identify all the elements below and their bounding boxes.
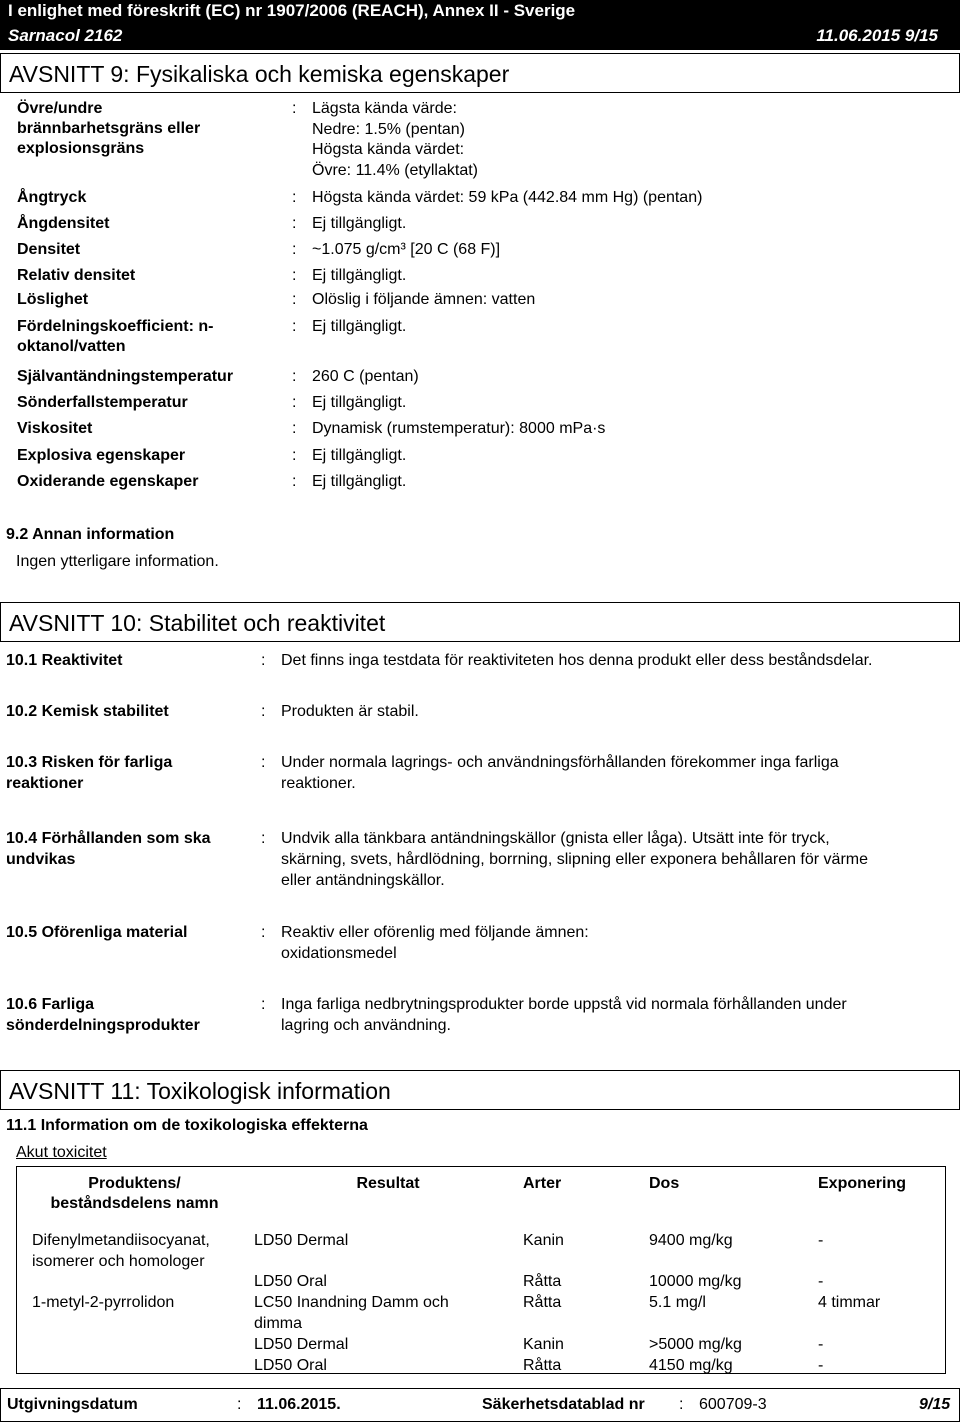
property-value: Ej tillgängligt. [312, 394, 407, 411]
footer-colon: : [237, 1396, 242, 1413]
colon: : [292, 473, 297, 490]
item-value: Reaktiv eller oförenlig med följande ämnen: [281, 924, 589, 941]
item-label: 10.5 Oförenliga material [6, 924, 188, 941]
exposure-cell: - [818, 1232, 824, 1249]
colon: : [292, 447, 297, 464]
toxicity-table [16, 1166, 946, 1376]
colon: : [292, 318, 297, 335]
item-value: lagring och användning. [281, 1017, 451, 1034]
result-cell: LC50 Inandning Damm och dimma [254, 1294, 449, 1332]
item-label: 10.2 Kemisk stabilitet [6, 703, 169, 720]
dose-cell: 10000 mg/kg [649, 1273, 742, 1290]
item-value: Produkten är stabil. [281, 703, 419, 720]
dose-cell: 5.1 mg/l [649, 1294, 706, 1311]
component-name: Difenylmetandiisocyanat, isomerer och homologer [32, 1232, 210, 1270]
colon: : [292, 267, 297, 284]
item-label: 10.3 Risken för farliga [6, 754, 173, 771]
document-footer [0, 1388, 960, 1422]
colon: : [292, 241, 297, 258]
table-row [16, 1220, 946, 1271]
item-value: oxidationsmedel [281, 945, 397, 962]
colon: : [292, 420, 297, 437]
property-value: Ej tillgängligt. [312, 447, 407, 464]
footer-sheet-number: 600709-3 [699, 1396, 767, 1413]
species-cell: Råtta [523, 1294, 562, 1311]
item-value: Det finns inga testdata för reaktiviteten hos denna produkt eller dess beståndsdelar. [281, 652, 873, 669]
item-value: Under normala lagrings- och användningsförhållanden förekommer inga farliga [281, 754, 839, 771]
colon: : [292, 291, 297, 308]
property-label: Självantändningstemperatur [17, 368, 234, 385]
item-label: 10.1 Reaktivitet [6, 652, 123, 669]
item-label: reaktioner [6, 775, 84, 792]
section-9-heading [0, 53, 960, 93]
subsection-9-2-text: Ingen ytterligare information. [16, 553, 219, 570]
property-label: Löslighet [17, 291, 89, 308]
section-11-heading [0, 1070, 960, 1110]
exposure-cell: - [818, 1273, 824, 1290]
item-label: 10.6 Farliga [6, 996, 95, 1013]
property-value: Ej tillgängligt. [312, 267, 407, 284]
component-name: 1-metyl-2-pyrrolidon [32, 1294, 175, 1311]
section-10-title: AVSNITT 10: Stabilitet och reaktivitet [9, 610, 386, 636]
property-value: Högsta kända värdet: [312, 141, 465, 158]
subsection-9-2-title: 9.2 Annan information [6, 526, 175, 543]
property-value: Dynamisk (rumstemperatur): 8000 mPa·s [312, 420, 606, 437]
property-value: 260 C (pentan) [312, 368, 419, 385]
property-label: Övre/undre [17, 100, 103, 117]
colon: : [292, 215, 297, 232]
item-value: Inga farliga nedbrytningsprodukter borde uppstå vid normala förhållanden under [281, 996, 847, 1013]
result-cell: LD50 Oral [254, 1357, 327, 1374]
property-value: Ej tillgängligt. [312, 215, 407, 232]
colon: : [292, 189, 297, 206]
species-cell: Råtta [523, 1273, 562, 1290]
property-value: Ej tillgängligt. [312, 473, 407, 490]
species-cell: Kanin [523, 1336, 564, 1353]
property-label: oktanol/vatten [17, 338, 126, 355]
colon: : [261, 652, 266, 669]
property-label: brännbarhetsgräns eller [17, 120, 201, 137]
item-value: eller antändningskällor. [281, 872, 445, 889]
colon: : [261, 996, 266, 1013]
toxicity-table-header [16, 1166, 946, 1220]
section-9-title: AVSNITT 9: Fysikaliska och kemiska egenskaper [9, 61, 510, 87]
document-header [0, 0, 960, 50]
property-label: Fördelningskoefficient: n- [17, 318, 214, 335]
dose-cell: >5000 mg/kg [649, 1336, 742, 1353]
species-cell: Råtta [523, 1357, 562, 1374]
property-value: Högsta kända värdet: 59 kPa (442.84 mm Hg) (pentan) [312, 189, 703, 206]
product-name: Sarnacol 2162 [8, 26, 123, 45]
column-header: Arter [523, 1175, 562, 1192]
property-value: Ej tillgängligt. [312, 318, 407, 335]
property-label: Ångtryck [17, 189, 87, 206]
property-value: Nedre: 1.5% (pentan) [312, 120, 465, 138]
property-label: Explosiva egenskaper [17, 447, 186, 464]
item-label: 10.4 Förhållanden som ska [6, 830, 211, 847]
column-header: Dos [649, 1175, 680, 1192]
colon: : [261, 754, 266, 771]
property-label: Viskositet [17, 420, 93, 437]
colon: : [261, 830, 266, 847]
dose-cell: 4150 mg/kg [649, 1357, 733, 1374]
colon: : [292, 368, 297, 385]
dose-cell: 9400 mg/kg [649, 1232, 733, 1249]
property-value: Lägsta kända värde: [312, 100, 457, 117]
column-header: Exponering [818, 1175, 907, 1192]
item-value: reaktioner. [281, 775, 356, 792]
property-label: Oxiderande egenskaper [17, 473, 199, 490]
colon: : [292, 394, 297, 411]
section-10-heading [0, 602, 960, 642]
column-header: Produktens/ beståndsdelens namn [50, 1175, 219, 1212]
regulation-title: I enlighet med föreskrift (EC) nr 1907/2006 (REACH), Annex II - Sverige [8, 1, 576, 20]
table-row [16, 1292, 946, 1334]
result-cell: LD50 Oral [254, 1273, 327, 1290]
property-label: Ångdensitet [17, 215, 110, 232]
property-value: Övre: 11.4% (etyllaktat) [312, 161, 478, 179]
footer-issue-label: Utgivningsdatum [7, 1396, 138, 1413]
acute-toxicity-heading: Akut toxicitet [16, 1144, 107, 1161]
column-header: Resultat [356, 1175, 420, 1192]
subsection-11-1-title: 11.1 Information om de toxikologiska effekterna [6, 1117, 368, 1134]
result-cell: LD50 Dermal [254, 1232, 349, 1249]
section-11-title: AVSNITT 11: Toxikologisk information [9, 1078, 391, 1104]
exposure-cell: 4 timmar [818, 1294, 881, 1311]
property-label: explosionsgräns [17, 140, 145, 157]
item-value: Undvik alla tänkbara antändningskällor (gnista eller låga). Utsätt inte för tryck, [281, 830, 830, 847]
property-value: Olöslig i följande ämnen: vatten [312, 291, 536, 308]
property-label: Sönderfallstemperatur [17, 394, 188, 411]
footer-sheet-label: Säkerhetsdatablad nr [482, 1396, 645, 1413]
species-cell: Kanin [523, 1232, 564, 1249]
footer-page: 9/15 [919, 1396, 951, 1413]
exposure-cell: - [818, 1357, 824, 1374]
colon: : [292, 100, 297, 117]
header-date-page: 11.06.2015 9/15 [816, 26, 938, 45]
item-label: sönderdelningsprodukter [6, 1017, 200, 1034]
item-value: skärning, svets, hårdlödning, borrning, slipning eller exponera behållaren för värme [281, 851, 868, 868]
footer-colon: : [679, 1396, 684, 1413]
item-label: undvikas [6, 851, 76, 868]
colon: : [261, 924, 266, 941]
property-label: Densitet [17, 241, 81, 258]
property-value: ~1.075 g/cm³ [20 C (68 F)] [312, 241, 501, 258]
result-cell: LD50 Dermal [254, 1336, 349, 1353]
colon: : [261, 703, 266, 720]
property-label: Relativ densitet [17, 267, 136, 284]
footer-issue-date: 11.06.2015. [257, 1396, 341, 1413]
exposure-cell: - [818, 1336, 824, 1353]
